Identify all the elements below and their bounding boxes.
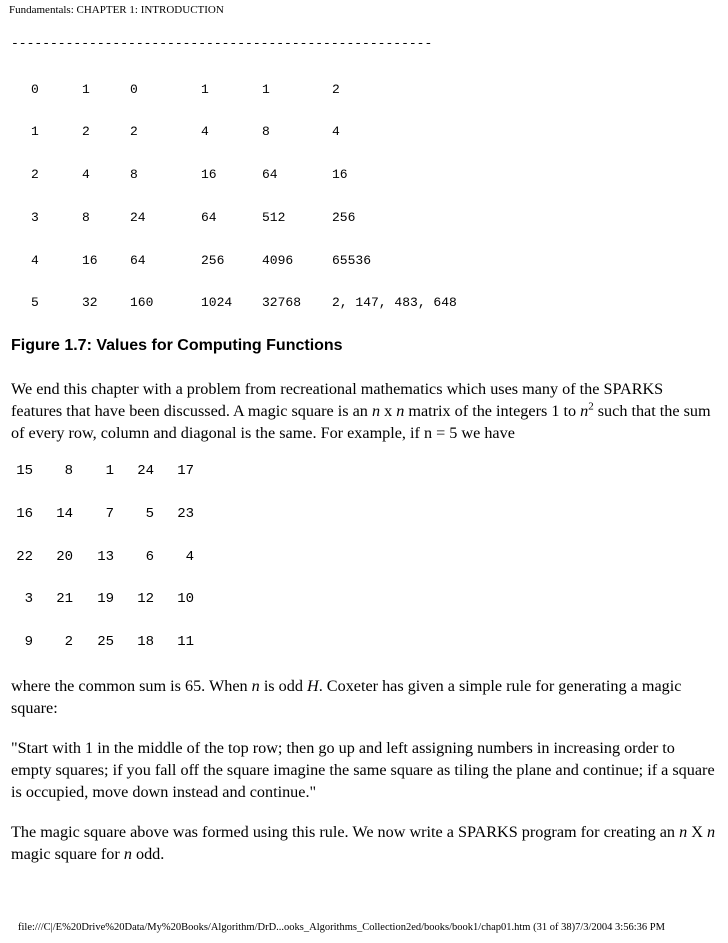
table-cell: 65536 [332,253,372,268]
magic-square-cell: 11 [177,634,194,650]
magic-square-cell: 3 [24,591,33,607]
text-run: X [687,823,707,841]
table-cell: 256 [201,253,225,268]
table-cell: 2 [82,124,90,139]
superscript: 2 [588,400,594,413]
table-cell: 2, 147, 483, 648 [332,295,457,310]
magic-square-cell: 23 [177,506,194,522]
magic-square-cell: 18 [137,634,154,650]
paragraph-sparks [11,821,717,865]
table-cell: 64 [130,253,146,268]
table-row [11,124,340,144]
text-run: The magic square above was formed using this rule. We now write a SPARKS program for creating an [11,823,680,841]
table-cell: 32768 [262,295,302,310]
magic-square-cell: 22 [16,549,33,565]
table-cell: 1 [82,82,90,97]
magic-square-cell: 8 [64,463,73,479]
table-cell: 3 [31,210,39,225]
italic-n: n [251,677,260,695]
table-cell: 2 [31,167,39,182]
table-cell: 16 [201,167,217,182]
magic-square-cell: 13 [97,549,114,565]
magic-square-cell: 2 [64,634,73,650]
table-row [11,253,372,273]
table-cell: 4 [332,124,340,139]
table-cell: 8 [130,167,138,182]
table-cell: 1 [262,82,270,97]
dashed-rule: ------------------------------------------------------ [11,36,433,51]
page-footer-path: file:///C|/E%20Drive%20Data/My%20Books/Algorithm/DrD...ooks_Algorithms_Collection2ed/books/book1/chap01.htm (31 of 38)7/3/2004 3:56:36 PM [18,922,665,933]
table-cell: 160 [130,295,154,310]
table-cell: 24 [130,210,146,225]
italic-n: n [580,402,589,420]
text-run: matrix of the integers 1 to [404,402,581,420]
figure-caption: Figure 1.7: Values for Computing Functions [11,337,343,354]
magic-square-cell: 10 [177,591,194,607]
table-cell: 32 [82,295,98,310]
table-cell: 4 [82,167,90,182]
magic-square-cell: 21 [56,591,73,607]
italic-n: n [123,845,132,863]
table-cell: 1024 [201,295,233,310]
text-run: magic square for [11,845,124,863]
table-row [11,295,457,315]
table-cell: 512 [262,210,286,225]
italic-h: H [307,677,319,695]
magic-square-cell: 17 [177,463,194,479]
text-run: . Coxeter has given a simple rule for generating a magic square: [11,677,682,717]
magic-square-cell: 9 [24,634,33,650]
table-cell: 4 [201,124,209,139]
table-cell: 2 [332,82,340,97]
table-cell: 1 [201,82,209,97]
paragraph-intro [11,378,717,444]
table-cell: 16 [332,167,348,182]
text-run: odd. [131,845,165,863]
italic-n: n [396,402,405,420]
table-row [11,167,348,187]
magic-square-cell: 5 [145,506,154,522]
magic-square-cell: 16 [16,506,33,522]
table-cell: 64 [201,210,217,225]
table-cell: 0 [130,82,138,97]
text-run: such that the sum of every row, column and diagonal is the same. For example, if n = 5 we have [11,402,711,442]
table-cell: 8 [82,210,90,225]
magic-square-cell: 14 [56,506,73,522]
italic-n: n [679,823,688,841]
table-cell: 1 [31,124,39,139]
text-run: is odd [259,677,307,695]
magic-square-cell: 15 [16,463,33,479]
table-row [11,82,340,102]
table-cell: 4 [31,253,39,268]
text-run: where the common sum is 65. When [11,677,252,695]
table-cell: 2 [130,124,138,139]
magic-square-cell: 1 [105,463,114,479]
italic-n: n [371,402,381,420]
magic-square-cell: 19 [97,591,114,607]
magic-square-cell: 12 [137,591,154,607]
italic-n: n [706,823,716,841]
paragraph-coxeter [11,675,717,719]
paragraph-rule-quote: "Start with 1 in the middle of the top row; then go up and left assigning numbers in increasing order to empty squares; if you fall off the square imagine the same square as tiling the plane and continue; if a square is occupied, move down instead and continue." [11,739,715,801]
page-header: Fundamentals: CHAPTER 1: INTRODUCTION [9,4,224,16]
magic-square-cell: 4 [185,549,194,565]
text-run: x [380,402,397,420]
table-row [11,210,356,230]
table-cell: 4096 [262,253,294,268]
magic-square-cell: 6 [145,549,154,565]
table-cell: 8 [262,124,270,139]
magic-square-cell: 25 [97,634,114,650]
table-cell: 5 [31,295,39,310]
magic-square-cell: 7 [105,506,114,522]
table-cell: 16 [82,253,98,268]
table-cell: 0 [31,82,39,97]
table-cell: 64 [262,167,278,182]
text-run: We end this chapter with a problem from recreational mathematics which uses many of the SPARKS features that have been discussed. A magic square is an [11,380,664,420]
table-cell: 256 [332,210,356,225]
magic-square-cell: 20 [56,549,73,565]
magic-square-cell: 24 [137,463,154,479]
